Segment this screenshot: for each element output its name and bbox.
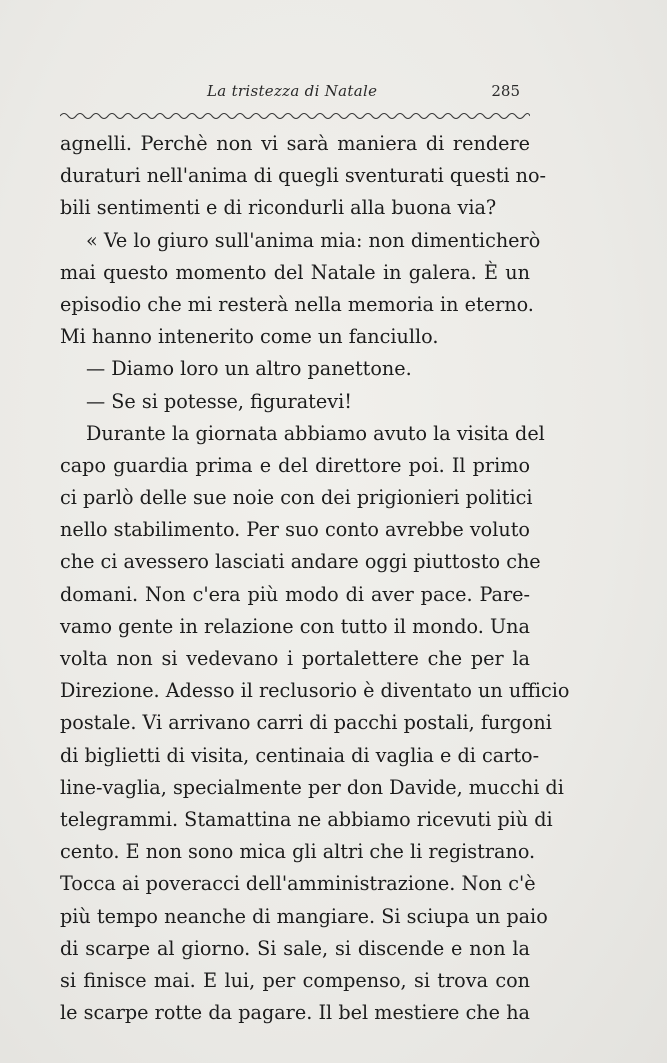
text-line: di scarpe al giorno. Si sale, si discende e non la	[60, 936, 530, 960]
text-line: ci parlò delle sue noie con dei prigionieri politici	[60, 486, 533, 510]
text-line: telegrammi. Stamattina ne abbiamo ricevuti più di	[60, 807, 553, 831]
text-line: duraturi nell'anima di quegli sventurati questi no-	[60, 164, 547, 188]
text-line: Durante la giornata abbiamo avuto la visita del	[86, 421, 545, 445]
text-line: « Ve lo giuro sull'anima mia: non dimenticherò	[86, 228, 541, 252]
text-line: agnelli. Perchè non vi sarà maniera di rendere	[60, 132, 530, 155]
wavy-rule-ornament	[60, 109, 530, 123]
page-number: 285	[491, 82, 520, 100]
text-line: di biglietti di visita, centinaia di vaglia e di carto-	[60, 743, 540, 767]
text-line: volta non si vedevano i portalettere che per la	[60, 647, 530, 670]
text-line: Mi hanno intenerito come un fanciullo.	[60, 325, 439, 349]
text-line: si finisce mai. E lui, per compenso, si trova con	[60, 968, 530, 992]
text-line: vamo gente in relazione con tutto il mondo. Una	[60, 614, 530, 638]
body-text	[60, 128, 570, 1029]
text-line: postale. Vi arrivano carri di pacchi postali, furgoni	[60, 711, 552, 735]
text-line: — Diamo loro un altro panettone.	[86, 357, 412, 381]
text-line: nello stabilimento. Per suo conto avrebbe voluto	[60, 518, 530, 542]
text-line: Direzione. Adesso il reclusorio è diventato un ufficio	[60, 679, 570, 703]
running-head	[62, 82, 520, 106]
text-line: mai questo momento del Natale in galera. È un	[60, 260, 530, 284]
text-line: bili sentimenti e di ricondurli alla buona via?	[60, 196, 497, 220]
text-line: cento. E non sono mica gli altri che li registrano.	[60, 840, 536, 864]
text-line: domani. Non c'era più modo di aver pace. Pare-	[60, 582, 530, 606]
text-line: più tempo neanche di mangiare. Si sciupa un paio	[60, 904, 548, 928]
text-line: le scarpe rotte da pagare. Il bel mestiere che ha	[60, 1001, 530, 1025]
text-line: line-vaglia, specialmente per don Davide, mucchi di	[60, 775, 564, 799]
text-line: capo guardia prima e del direttore poi. Il primo	[60, 453, 530, 477]
text-line: episodio che mi resterà nella memoria in eterno.	[60, 292, 534, 316]
text-line: — Se si potesse, figuratevi!	[86, 389, 352, 413]
running-title: La tristezza di Natale	[207, 82, 378, 100]
text-line: Tocca ai poveracci dell'amministrazione. Non c'è	[60, 872, 536, 896]
text-line: che ci avessero lasciati andare oggi piuttosto che	[60, 550, 541, 574]
